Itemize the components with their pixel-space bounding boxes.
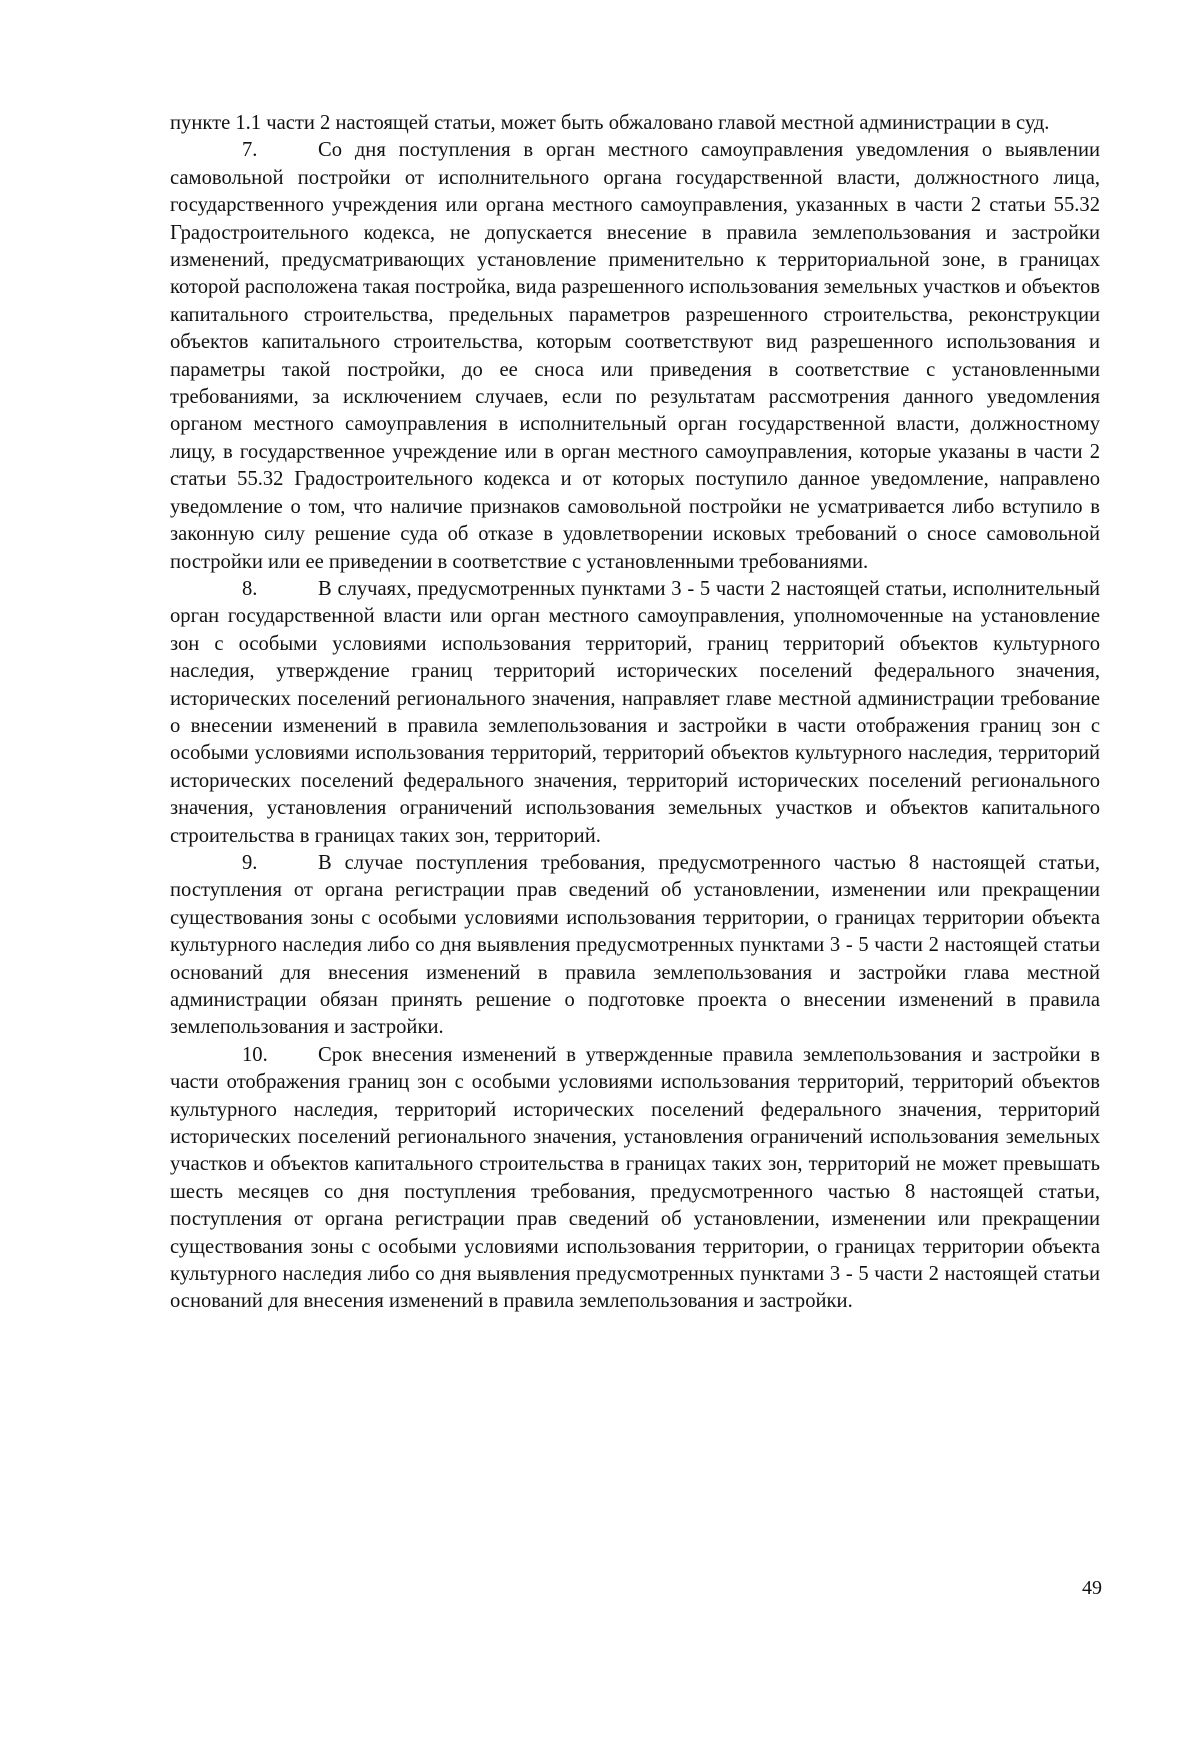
item-8	[170, 576, 1100, 850]
item-text: Срок внесения изменений в утвержденные правила землепользования и застройки в части отображения границ зон с особыми условиями использования территорий, территорий объектов культурного наследия, территорий исторических поселений федерального значения, территорий исторических поселений регионального значения, установления ограничений использования земельных участков и объектов капитального строительства в границах таких зон, территорий не может превышать шесть месяцев со дня поступления требования, предусмотренного частью 8 настоящей статьи, поступления от органа регистрации прав сведений об установлении, изменении или прекращении существования зоны с особыми условиями использования территории, о границах территории объекта культурного наследия либо со дня выявления предусмотренных пунктами 3 - 5 части 2 настоящей статьи оснований для внесения изменений в правила землепользования и застройки.	[170, 1043, 1100, 1313]
item-number: 9.	[242, 851, 258, 874]
item-7	[170, 137, 1100, 576]
page-number: 49	[1082, 1577, 1102, 1599]
item-number: 7.	[242, 139, 258, 162]
item-text: Со дня поступления в орган местного самоуправления уведомления о выявлении самовольной постройки от исполнительного органа государственной власти, должностного лица, государственного учреждения или органа местного самоуправления, указанных в части 2 статьи 55.32 Градостроительного кодекса, не допускается внесение в правила землепользования и застройки изменений, предусматривающих установление применительно к территориальной зоне, в границах которой расположена такая постройка, вида разрешенного использования земельных участков и объектов капитального строительства, предельных параметров разрешенного строительства, реконструкции объектов капитального строительства, которым соответствуют вид разрешенного использования и параметры такой постройки, до ее сноса или приведения в соответствие с установленными требованиями, за исключением случаев, если по результатам рассмотрения данного уведомления органом местного самоуправления в исполнительный орган государственной власти, должностному лицу, в государственное учреждение или в орган местного самоуправления, которые указаны в части 2 статьи 55.32 Градостроительного кодекса и от которых поступило данное уведомление, направлено уведомление о том, что наличие признаков самовольной постройки не усматривается либо вступило в законную силу решение суда об отказе в удовлетворении исковых требований о сносе самовольной постройки или ее приведении в соответствие с установленными требованиями.	[170, 139, 1100, 573]
item-9	[170, 850, 1100, 1042]
item-10	[170, 1042, 1100, 1316]
item-text: В случае поступления требования, предусмотренного частью 8 настоящей статьи, поступления от органа регистрации прав сведений об установлении, изменении или прекращении существования зоны с особыми условиями использования территории, о границах территории объекта культурного наследия либо со дня выявления предусмотренных пунктами 3 - 5 части 2 настоящей статьи оснований для внесения изменений в правила землепользования и застройки глава местной администрации обязан принять решение о подготовке проекта о внесении изменений в правила землепользования и застройки.	[170, 851, 1100, 1039]
item-number: 10.	[242, 1043, 268, 1066]
item-text: В случаях, предусмотренных пунктами 3 - 5 части 2 настоящей статьи, исполнительный орган государственной власти или орган местного самоуправления, уполномоченные на установление зон с особыми условиями использования территорий, границ территорий объектов культурного наследия, утверждение границ территорий исторических поселений федерального значения, исторических поселений регионального значения, направляет главе местной администрации требование о внесении изменений в правила землепользования и застройки в части отображения границ зон с особыми условиями использования территорий, территорий объектов культурного наследия, территорий исторических поселений федерального значения, территорий исторических поселений регионального значения, установления ограничений использования земельных участков и объектов капитального строительства в границах таких зон, территорий.	[170, 577, 1100, 847]
item-number: 8.	[242, 577, 258, 600]
continuation-paragraph: пункте 1.1 части 2 настоящей статьи, может быть обжаловано главой местной администрации в суд.	[170, 112, 1050, 134]
document-body	[170, 110, 1100, 1316]
